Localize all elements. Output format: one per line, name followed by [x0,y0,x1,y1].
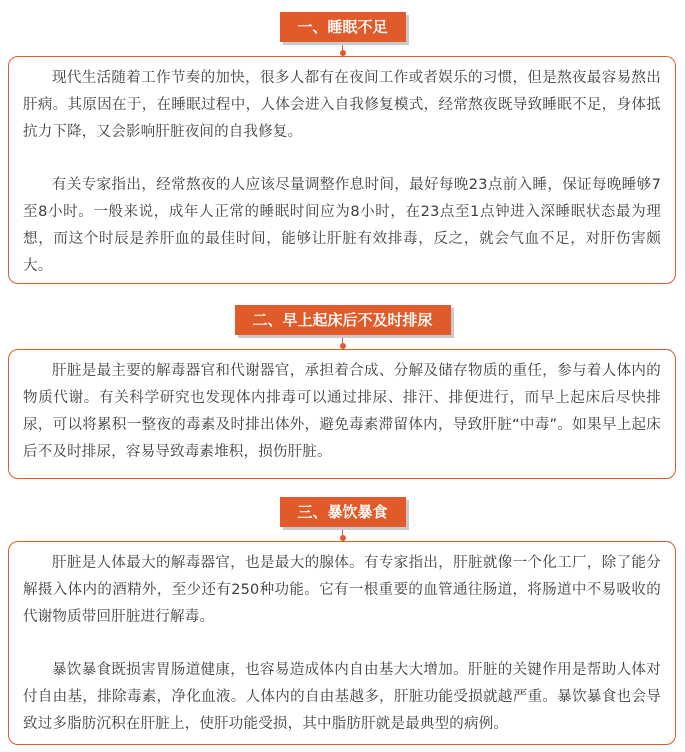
paragraph: 暴饮暴食既损害胃肠道健康，也容易造成体内自由基大大增加。肝脏的关键作用是帮助人体对付自由基，排除毒素，净化血液。人体内的自由基越多，肝脏功能受损就越严重。暴饮暴食也会导致过多脂肪沉积在肝脏上，使肝功能受损，其中脂肪肝就是最典型的病例。 [23,662,661,732]
section-title: 三、暴饮暴食 [279,497,405,527]
title-connector-dot [340,343,346,349]
content-box [8,56,676,284]
title-connector-dot [340,535,346,541]
content-box [8,541,676,745]
section-title: 一、睡眠不足 [279,12,405,42]
paragraph: 肝脏是人体最大的解毒器官，也是最大的腺体。有专家指出，肝脏就像一个化工厂，除了能分解摄入体内的酒精外，至少还有250种功能。它有一根重要的血管通往肠道，将肠道中不易吸收的代谢物质带回肝脏进行解毒。 [23,555,661,625]
paragraph: 现代生活随着工作节奏的加快，很多人都有在夜间工作或者娱乐的习惯，但是熬夜最容易熬出肝病。其原因在于，在睡眠过程中，人体会进入自我修复模式，经常熬夜既导致睡眠不足，身体抵抗力下降，又会影响肝脏夜间的自我修复。 [23,70,661,140]
paragraph: 肝脏是最主要的解毒器官和代谢器官，承担着合成、分解及储存物质的重任，参与着人体内的物质代谢。有关科学研究也发现体内排毒可以通过排尿、排汗、排便进行，而早上起床后尽快排尿，可以将累积一整夜的毒素及时排出体外，避免毒素滞留体内，导致肝脏“中毒”。如果早上起床后不及时排尿，容易导致毒素堆积，损伤肝脏。 [23,363,661,460]
title-connector-dot [340,50,346,56]
section-title: 二、早上起床后不及时排尿 [234,305,450,335]
content-box [8,349,676,479]
paragraph: 有关专家指出，经常熬夜的人应该尽量调整作息时间，最好每晚23点前入睡，保证每晚睡够7至8小时。一般来说，成年人正常的睡眠时间应为8小时，在23点至1点钟进入深睡眠状态最为理想，而这个时辰是养肝血的最佳时间，能够让肝脏有效排毒，反之，就会气血不足，对肝伤害颇大。 [23,177,661,274]
